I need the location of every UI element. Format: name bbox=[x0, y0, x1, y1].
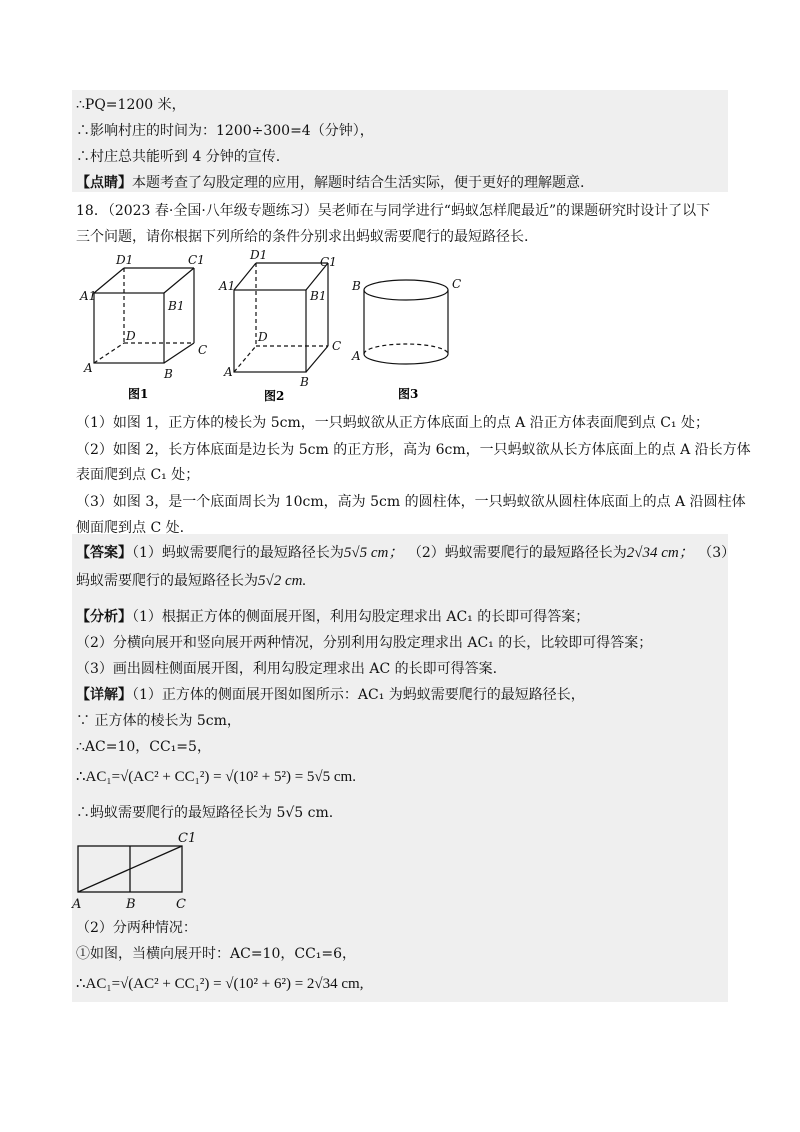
label-A: A bbox=[84, 361, 93, 375]
detail-8-formula: ∴AC₁=√(AC² + CC₁²) = √(10² + 6²) = 2√34 cm, bbox=[76, 976, 364, 992]
text-line: ∴影响村庄的时间为：1200÷300=4（分钟）， bbox=[76, 123, 374, 139]
answer-line bbox=[76, 543, 735, 563]
label-A: A bbox=[224, 365, 233, 379]
caption-fig3: 图3 bbox=[398, 387, 419, 401]
detail-line bbox=[76, 685, 585, 705]
comment-text: 本题考查了勾股定理的应用，解题时结合生活实际，便于更好的理解题意. bbox=[132, 175, 585, 191]
label-D1: D1 bbox=[250, 248, 268, 262]
figure-2-prism bbox=[234, 263, 328, 372]
label-C: C bbox=[452, 277, 462, 291]
question-1: （1）如图 1，正方体的棱长为 5cm，一只蚂蚁欲从正方体底面上的点 A 沿正方体表面爬到点 C₁ 处； bbox=[76, 415, 709, 431]
label-A1: A1 bbox=[219, 279, 236, 293]
analysis-tag: 【分析】 bbox=[76, 609, 132, 625]
problem-line: 三个问题，请你根据下列所给的条件分别求出蚂蚁需要爬行的最短路径长. bbox=[76, 229, 529, 245]
answer-2: （2）蚂蚁需要爬行的最短路径长为 bbox=[407, 545, 627, 561]
question-2-cont: 表面爬到点 C₁ 处； bbox=[76, 467, 200, 483]
label-C1: C1 bbox=[188, 253, 205, 267]
detail-tag: 【详解】 bbox=[76, 687, 132, 703]
unfold-diagram bbox=[70, 830, 210, 912]
analysis-line bbox=[76, 607, 589, 627]
label-B: B bbox=[352, 279, 361, 293]
answer-3-value: 5√2 cm. bbox=[258, 573, 307, 589]
detail-3: ∴AC=10，CC₁=5， bbox=[76, 739, 211, 755]
figures-row bbox=[76, 248, 496, 408]
detail-4-formula: ∴AC₁=√(AC² + CC₁²) = √(10² + 5²) = 5√5 cm. bbox=[76, 769, 356, 785]
answer-3-text: 蚂蚁需要爬行的最短路径长为 bbox=[76, 573, 258, 589]
problem-line: 18．（2023 春·全国·八年级专题练习）吴老师在与同学进行“蚂蚁怎样爬最近”的课题研究时设计了以下 bbox=[76, 203, 711, 219]
caption-fig1: 图1 bbox=[128, 387, 149, 401]
label-C: C bbox=[198, 343, 208, 357]
label-D: D bbox=[126, 329, 136, 343]
answer-3: （3） bbox=[698, 545, 736, 561]
answer-line-cont bbox=[76, 571, 306, 591]
label-B: B bbox=[164, 367, 173, 381]
detail-2: ∵ 正方体的棱长为 5cm， bbox=[76, 713, 241, 729]
text-line: ∴村庄总共能听到 4 分钟的宣传. bbox=[76, 149, 281, 165]
comment-tag: 【点睛】 bbox=[76, 175, 132, 191]
detail-5: ∴蚂蚁需要爬行的最短路径长为 5√5 cm. bbox=[76, 805, 334, 821]
question-3: （3）如图 3，是一个底面周长为 10cm，高为 5cm 的圆柱体，一只蚂蚁欲从圆柱体底面上的点 A 沿圆柱体 bbox=[76, 494, 746, 510]
label-A: A bbox=[72, 897, 82, 912]
answer-tag: 【答案】 bbox=[76, 545, 132, 561]
comment-line bbox=[76, 173, 584, 193]
detail-1: （1）正方体的侧面展开图如图所示：AC₁ 为蚂蚁需要爬行的最短路径长， bbox=[132, 687, 585, 703]
text-line: ∴PQ=1200 米， bbox=[76, 97, 186, 113]
question-2: （2）如图 2，长方体底面是边长为 5cm 的正方形，高为 6cm，一只蚂蚁欲从长方体底面上的点 A 沿长方体 bbox=[76, 442, 751, 458]
answer-1-value: 5√5 cm； bbox=[343, 545, 404, 561]
question-3-cont: 侧面爬到点 C 处. bbox=[76, 520, 185, 536]
analysis-3: （3）画出圆柱侧面展开图，利用勾股定理求出 AC 的长即可得答案. bbox=[76, 661, 498, 677]
label-D1: D1 bbox=[116, 253, 134, 267]
caption-fig2: 图2 bbox=[264, 389, 285, 403]
label-B1: B1 bbox=[310, 289, 327, 303]
label-B: B bbox=[126, 897, 136, 912]
answer-2-value: 2√34 cm； bbox=[626, 545, 694, 561]
analysis-1: （1）根据正方体的侧面展开图，利用勾股定理求出 AC₁ 的长即可得答案； bbox=[132, 609, 590, 625]
figure-3-cylinder bbox=[364, 280, 448, 364]
detail-6: （2）分两种情况： bbox=[76, 920, 197, 936]
detail-7: ①如图，当横向展开时：AC=10，CC₁=6， bbox=[76, 946, 357, 962]
label-D: D bbox=[258, 330, 268, 344]
label-C: C bbox=[176, 897, 186, 912]
label-A1: A1 bbox=[80, 289, 97, 303]
label-B: B bbox=[300, 375, 309, 389]
label-C1: C1 bbox=[178, 831, 197, 846]
answer-1: （1）蚂蚁需要爬行的最短路径长为 bbox=[132, 545, 344, 561]
label-C: C bbox=[332, 339, 342, 353]
label-B1: B1 bbox=[168, 299, 185, 313]
analysis-2: （2）分横向展开和竖向展开两种情况，分别利用勾股定理求出 AC₁ 的长，比较即可得答案； bbox=[76, 635, 653, 651]
figure-1-cube bbox=[94, 268, 194, 363]
label-A: A bbox=[352, 349, 361, 363]
label-C1: C1 bbox=[320, 255, 337, 269]
